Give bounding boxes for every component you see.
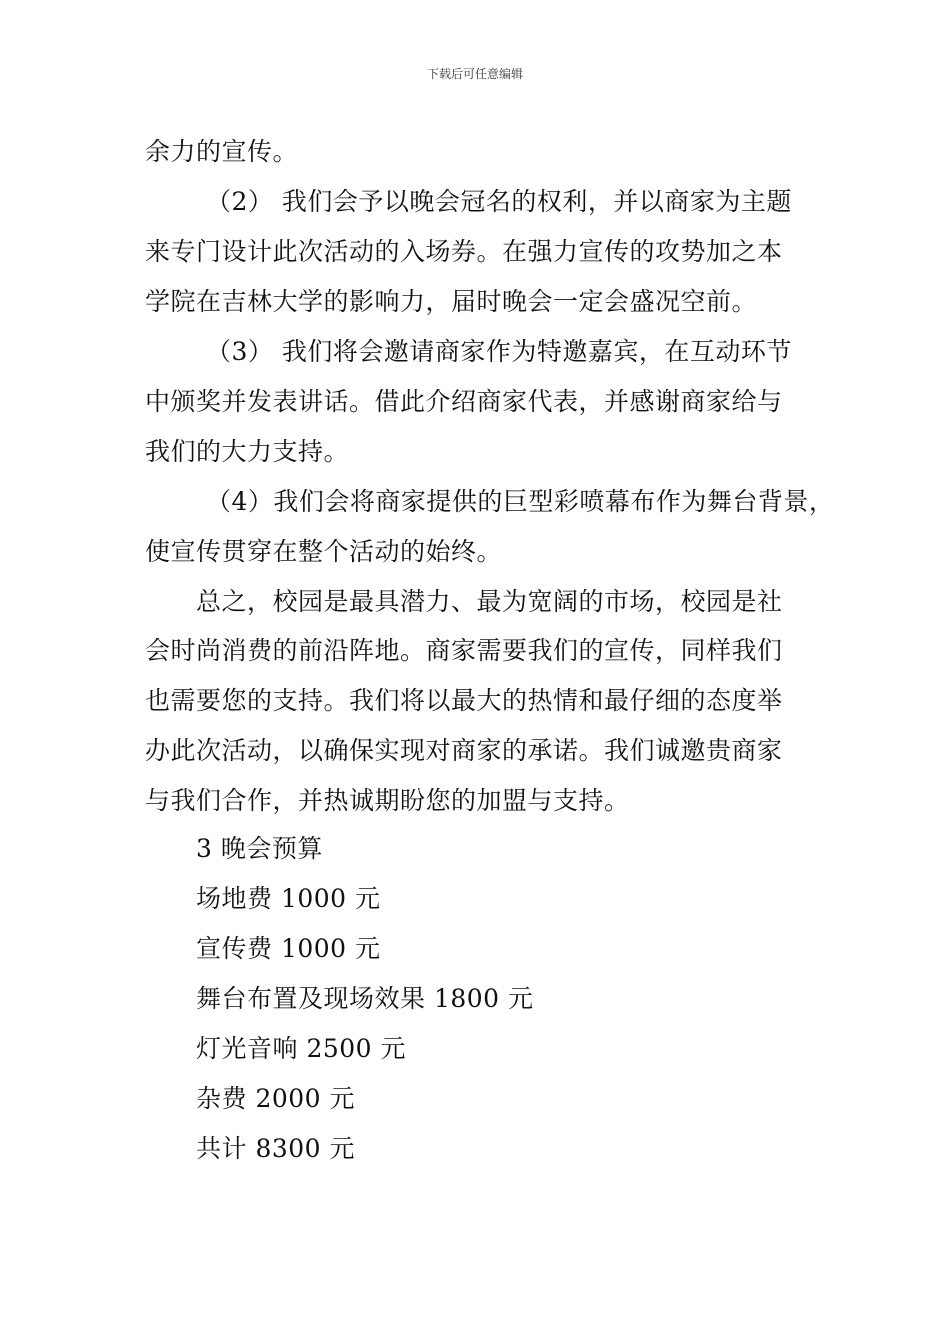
paragraph-line: 学院在吉林大学的影响力，届时晚会一定会盛况空前。 [145, 287, 758, 316]
paragraph-line: 办此次活动，以确保实现对商家的承诺。我们诚邀贵商家 [145, 736, 783, 765]
budget-item: 杂费 2000 元 [196, 1084, 356, 1113]
paragraph-line: 我们的大力支持。 [145, 437, 350, 466]
page-header: 下载后可任意编辑 [426, 67, 523, 81]
paragraph-line: （2） 我们会予以晚会冠名的权利，并以商家为主题 [206, 187, 792, 216]
paragraph-line: 也需要您的支持。我们将以最大的热情和最仔细的态度举 [145, 686, 783, 715]
paragraph-line: （3） 我们将会邀请商家作为特邀嘉宾，在互动环节 [206, 337, 792, 366]
budget-item: 灯光音响 2500 元 [196, 1034, 407, 1063]
paragraph-line: 总之，校园是最具潜力、最为宽阔的市场，校园是社 [196, 587, 783, 616]
budget-item: 场地费 1000 元 [196, 884, 381, 913]
budget-title: 3 晚会预算 [196, 834, 323, 863]
budget-total: 共计 8300 元 [196, 1134, 356, 1163]
paragraph-line: （4）我们会将商家提供的巨型彩喷幕布作为舞台背景， [206, 487, 835, 516]
budget-item: 舞台布置及现场效果 1800 元 [196, 984, 534, 1013]
paragraph-line: 使宣传贯穿在整个活动的始终。 [145, 537, 503, 566]
paragraph-line: 来专门设计此次活动的入场券。在强力宣传的攻势加之本 [145, 237, 783, 266]
paragraph-line: 余力的宣传。 [145, 137, 299, 166]
budget-item: 宣传费 1000 元 [196, 934, 381, 963]
paragraph-line: 会时尚消费的前沿阵地。商家需要我们的宣传，同样我们 [145, 636, 783, 665]
paragraph-line: 中颁奖并发表讲话。借此介绍商家代表，并感谢商家给与 [145, 387, 783, 416]
paragraph-line: 与我们合作，并热诚期盼您的加盟与支持。 [145, 786, 630, 815]
